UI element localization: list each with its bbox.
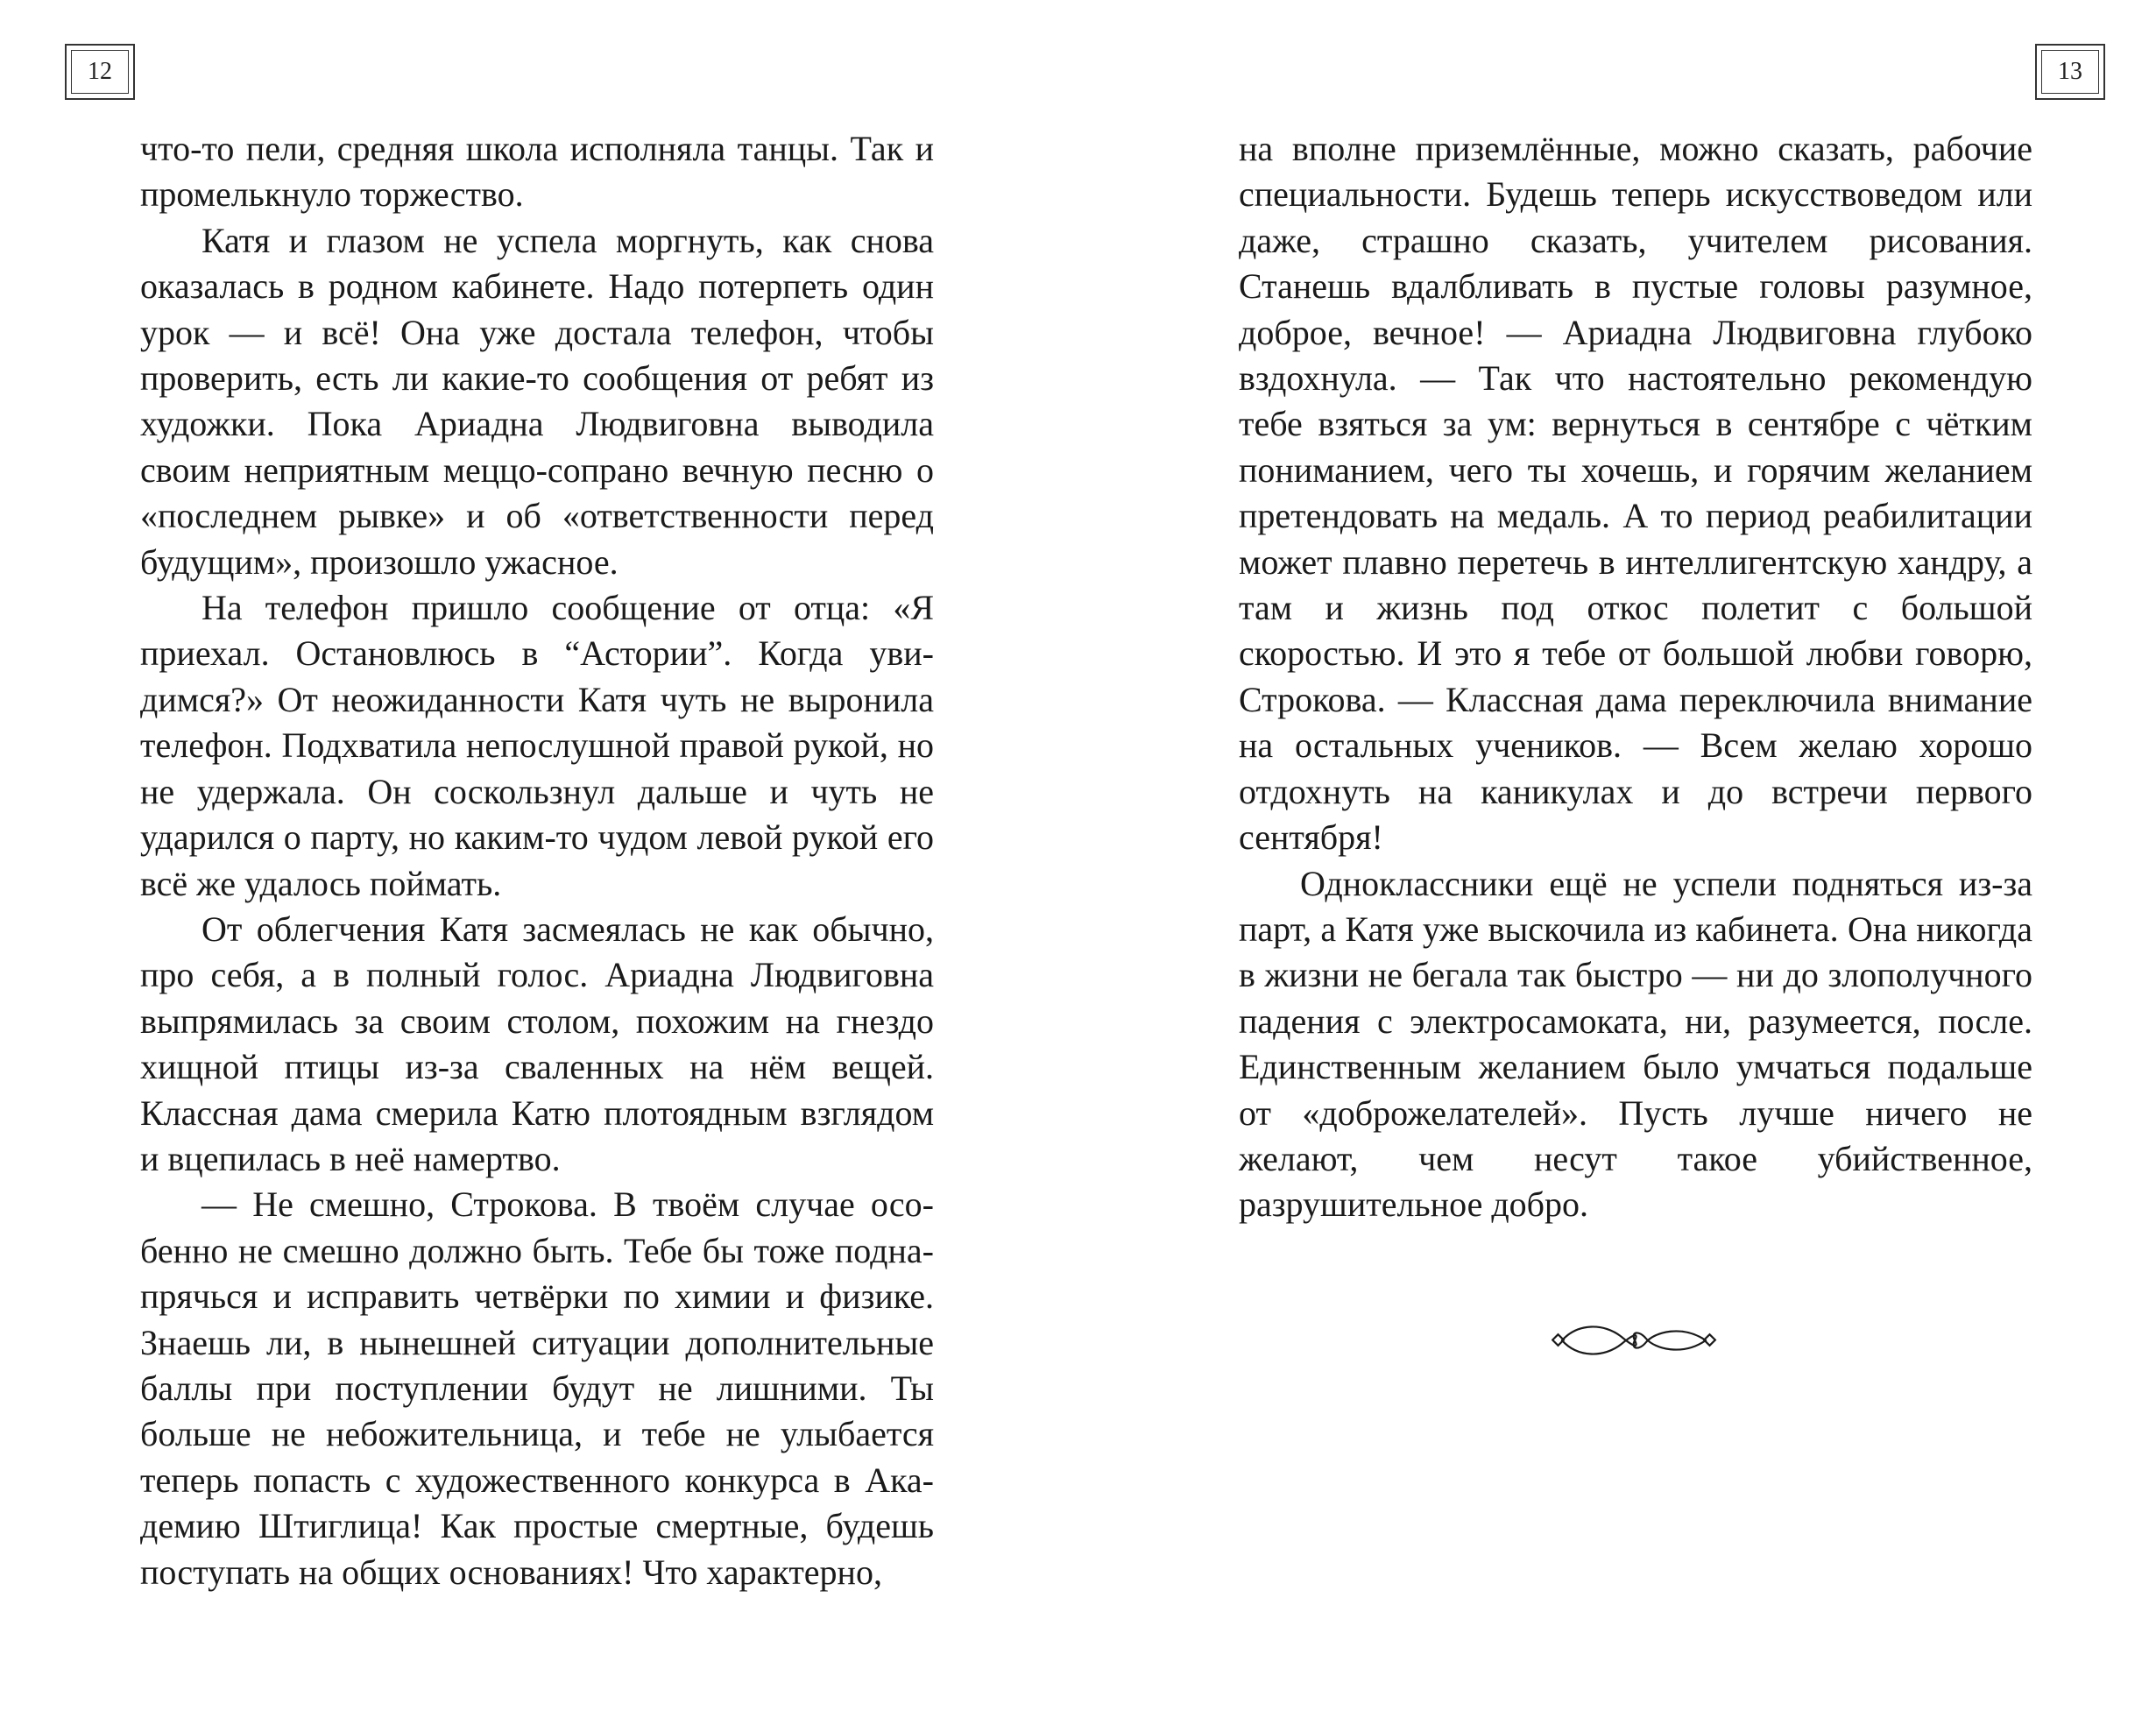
page-number-frame (65, 44, 135, 100)
paragraph: От облегчения Катя засмеялась не как обычно, про себя, а в полный голос. Ариадна Людвиговна выпрямилась за своим столом, похожим на гнездо хищной птицы из-за сваленных на нём вещей. Классная дама смерила Катю плотоядным взглядом и вцепилась в неё намертво. (140, 908, 934, 1178)
page-number: 13 (2041, 50, 2099, 94)
right-page (1078, 0, 2156, 1725)
page-text (1239, 126, 2032, 1228)
paragraph: — Не смешно, Строкова. В твоём случае особенно не смешно должно быть. Тебе бы тоже поднапрячься и исправить четвёрки по химии и физике. Знаешь ли, в нынешней ситуации дополнительные баллы при поступлении будут не лишними. Ты больше не небожительница, и тебе не улыбается теперь попасть с художественного конкурса в Академию Штиглица! Как простые смертные, будешь поступать на общих основаниях! Что характерно, (140, 1184, 934, 1592)
paragraph: Одноклассники ещё не успели подняться из-за парт, а Катя уже выскочила из кабинета. Она никогда в жизни не бегала так быстро — ни до злополучного падения с электросамоката, ни, разумеется, после. Единственным желанием было умчаться подальше от «доброжелателей». Пусть лучше ничего не желают, чем несут такое убийственное, разрушительное добро. (1239, 863, 2032, 1225)
flourish-ornament-icon (1552, 1314, 1718, 1367)
paragraph: что-то пели, средняя школа исполняла танцы. Так и промелькнуло торжество. (140, 129, 934, 215)
paragraph: Катя и глазом не успела моргнуть, как снова оказалась в родном кабинете. Надо потерпеть один урок — и всё! Она уже достала телефон, чтобы проверить, есть ли какие-то сообщения от ребят из художки. Пока Ариадна Людвиговна выводила своим неприятным меццо-сопрано вечную песню о «последнем рывке» и об «ответственности перед будущим», произошло ужасное. (140, 220, 934, 582)
paragraph: на вполне приземлённые, можно сказать, рабочие специальности. Будешь теперь искусствоведом или даже, страшно сказать, учителем рисования. Станешь вдалбливать в пустые головы разумное, доброе, вечное! — Ариадна Людвиговна глубоко вздохнула. — Так что настоятельно рекомендую тебе взяться за ум: вернуться в сентябре с чётким пониманием, чего ты хочешь, и горячим желанием претендовать на медаль. А то период реабилитации может плавно перетечь в интеллигентскую хандру, а там и жизнь под откос полетит с большой скоростью. И это я тебе от большой любви говорю, Строкова. — Классная дама переключила внимание на остальных учеников. — Всем желаю хорошо отдохнуть на каникулах и до встречи первого сентября! (1239, 129, 2032, 858)
page-text (140, 126, 934, 1595)
paragraph: На телефон пришло сообщение от отца: «Я приехал. Остановлюсь в “Астории”. Когда увидимся?» От неожиданности Катя чуть не выронила телефон. Подхватила непослушной правой рукой, но не удержала. Он соскользнул дальше и чуть не ударился о парту, но каким-то чудом левой рукой его всё же удалось поймать. (140, 588, 934, 903)
page-number-frame (2035, 44, 2105, 100)
page-number: 12 (71, 50, 129, 94)
